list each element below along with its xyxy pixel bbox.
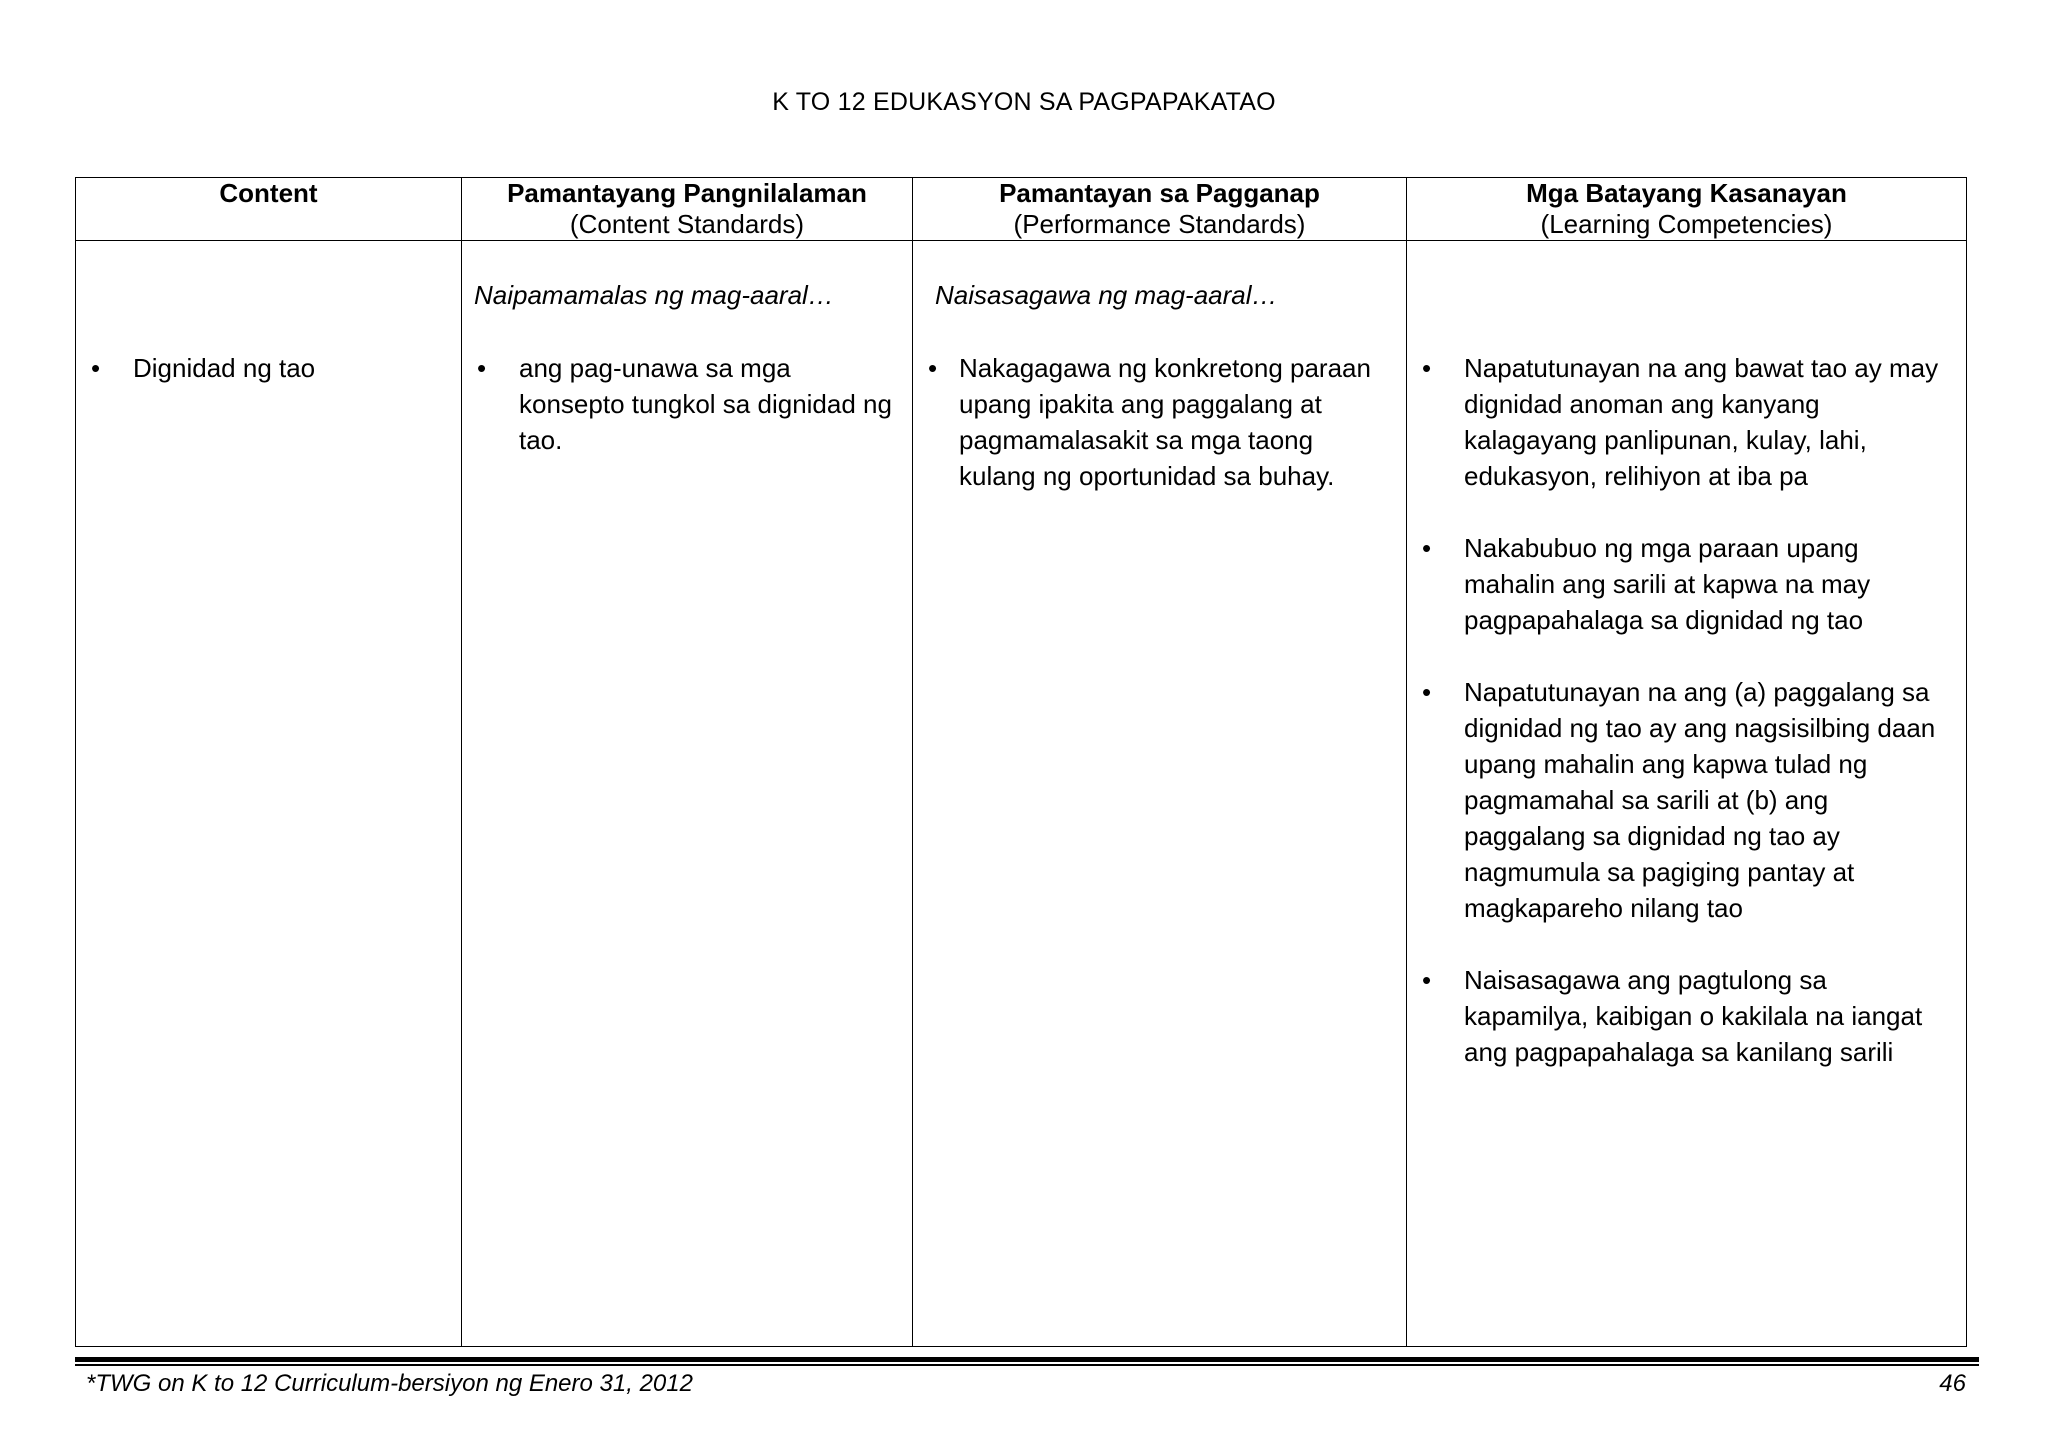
learning-competencies-cell xyxy=(1407,241,1967,1347)
footer-divider-thin xyxy=(75,1364,1979,1366)
learning-competency-item: • Naisasagawa ang pagtulong sa kapamilya, kaibigan o kakilala na iangat ang pagpapahalaga sa kanilang sarili xyxy=(1419,962,1954,1070)
content-item: • Dignidad ng tao xyxy=(88,350,449,386)
content-cell xyxy=(76,241,462,1347)
content-standards-list xyxy=(474,350,900,458)
learning-competency-item: • Napatutunayan na ang bawat tao ay may dignidad anoman ang kanyang kalagayang panlipunan, kulay, lahi, edukasyon, relihiyon at iba pa xyxy=(1419,350,1954,494)
column-header-sub: (Learning Competencies) xyxy=(1540,209,1833,239)
learning-competency-item: • Napatutunayan na ang (a) paggalang sa dignidad ng tao ay ang nagsisilbing daan upang mahalin ang kapwa tulad ng pagmamahal sa sarili at (b) ang paggalang sa dignidad ng tao ay nagmumula sa pagiging pantay at magkapareho nilang tao xyxy=(1419,674,1954,926)
column-header-content-standards xyxy=(462,178,913,241)
learning-competencies-list xyxy=(1419,350,1954,1070)
column-header-main: Content xyxy=(219,178,318,208)
content-standards-cell xyxy=(462,241,913,1347)
performance-standards-item: • Nakagagawa ng konkretong paraan upang ipakita ang paggalang at pagmamalasakit sa mga taong kulang ng oportunidad sa buhay. xyxy=(925,350,1394,494)
column-header-sub: (Content Standards) xyxy=(569,209,805,239)
content-standards-intro: Naipamamalas ng mag-aaral… xyxy=(474,280,834,310)
footer-note: *TWG on K to 12 Curriculum-bersiyon ng Enero 31, 2012 xyxy=(86,1370,693,1397)
content-list xyxy=(88,350,449,386)
column-header-content xyxy=(76,178,462,241)
column-header-main: Pamantayang Pangnilalaman xyxy=(507,178,867,208)
document-title: K TO 12 EDUKASYON SA PAGPAPAKATAO xyxy=(772,88,1276,116)
performance-standards-intro: Naisasagawa ng mag-aaral… xyxy=(935,280,1278,310)
content-standards-item: • ang pag-unawa sa mga konsepto tungkol sa dignidad ng tao. xyxy=(474,350,900,458)
page-number: 46 xyxy=(1939,1370,1966,1397)
column-header-main: Mga Batayang Kasanayan xyxy=(1526,178,1847,208)
learning-competency-item: • Nakabubuo ng mga paraan upang mahalin ang sarili at kapwa na may pagpapahalaga sa dignidad ng tao xyxy=(1419,530,1954,638)
table-header-row xyxy=(76,178,1967,241)
table-row xyxy=(76,241,1967,1347)
performance-standards-cell xyxy=(913,241,1407,1347)
footer-divider xyxy=(75,1357,1979,1362)
performance-standards-list xyxy=(925,350,1394,494)
column-header-performance-standards xyxy=(913,178,1407,241)
column-header-sub: (Performance Standards) xyxy=(1013,209,1306,239)
column-header-learning-competencies xyxy=(1407,178,1967,241)
column-header-main: Pamantayan sa Pagganap xyxy=(999,178,1320,208)
curriculum-table xyxy=(75,177,1967,1347)
